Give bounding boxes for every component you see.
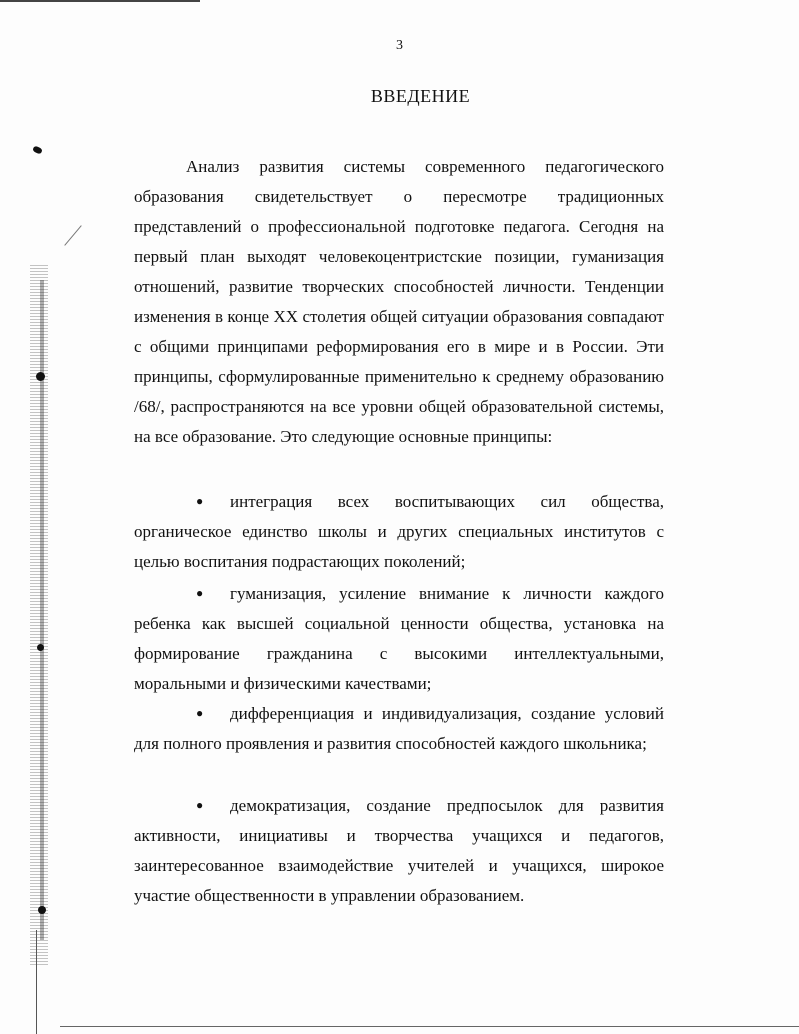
punch-mark	[38, 906, 46, 914]
principle-item	[134, 698, 664, 759]
scan-artifact-top-line	[0, 0, 200, 2]
punch-mark	[37, 644, 44, 651]
principle-text: интеграция всех воспитывающих сил общества, органическое единство школы и других специальных институтов с целью воспитания подрастающих поколений;	[134, 492, 664, 571]
intro-paragraph-text: Анализ развития системы современного педагогического образования свидетельствует о пересмотре традиционных представлений о профессиональной подготовке педагога. Сегодня на первый план выходят человекоцентристские позиции, гуманизация отношений, развитие творческих способностей личности. Тенденции изменения в конце XX столетия общей ситуации образования совпадают с общими принципами реформирования его в мире и в России. Эти принципы, сформулированные применительно к среднему образованию /68/, распространяются на все уровни общей образовательной системы, на все образование. Это следующие основные принципы:	[134, 157, 664, 446]
scan-scratch	[64, 225, 81, 246]
page-title: ВВЕДЕНИЕ	[370, 86, 471, 106]
punch-mark	[32, 145, 43, 154]
punch-mark	[36, 372, 45, 381]
intro-paragraph	[134, 152, 664, 452]
bullet-icon: ●	[196, 586, 204, 600]
principle-item	[134, 486, 664, 577]
principle-item	[134, 790, 664, 911]
scan-binding-shadow	[30, 265, 48, 965]
principle-item	[134, 578, 664, 699]
principle-text: гуманизация, усиление внимание к личности каждого ребенка как высшей социальной ценности общества, установка на формирование гражданина с высокими интеллектуальными, моральными и физическими качествами;	[134, 584, 664, 693]
bullet-icon: ●	[196, 798, 204, 812]
scan-artifact-bottom-line	[60, 1026, 799, 1027]
principle-text: демократизация, создание предпосылок для развития активности, инициативы и творчества учащихся и педагогов, заинтересованное взаимодействие учителей и учащихся, широкое участие общественности в управлении образованием.	[134, 796, 664, 905]
bullet-icon: ●	[196, 494, 204, 508]
page-number: 3	[396, 38, 403, 53]
scan-artifact-left-edge	[36, 930, 37, 1034]
bullet-icon: ●	[196, 706, 204, 720]
principle-text: дифференциация и индивидуализация, создание условий для полного проявления и развития способностей каждого школьника;	[134, 704, 664, 753]
